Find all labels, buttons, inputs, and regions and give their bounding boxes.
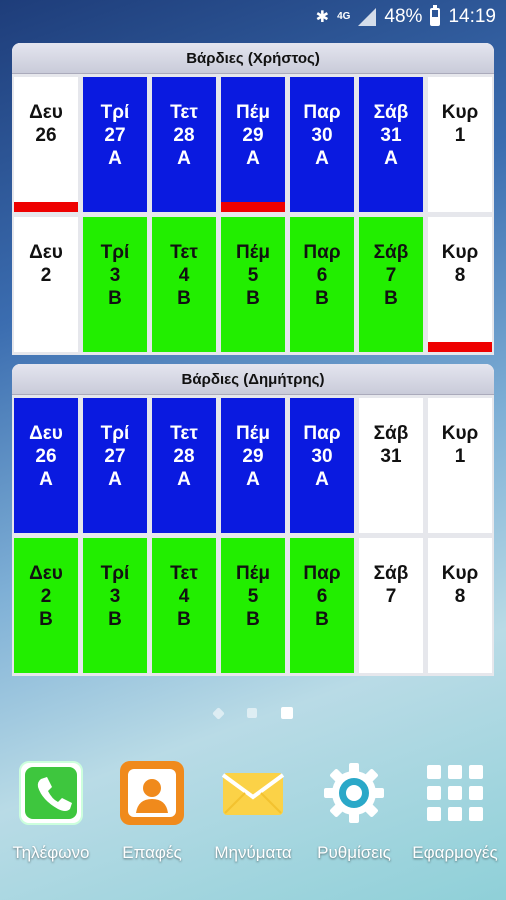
- day-cell[interactable]: [152, 217, 216, 352]
- shift-code: B: [246, 288, 260, 309]
- day-number: 27: [104, 446, 126, 467]
- day-cell[interactable]: [83, 538, 147, 673]
- day-cell[interactable]: [221, 538, 285, 673]
- shift-code: B: [315, 609, 329, 630]
- day-number: 26: [35, 446, 57, 467]
- day-marker: [428, 342, 492, 352]
- shift-code: A: [384, 148, 398, 169]
- day-number: 29: [242, 446, 264, 467]
- day-name: Δευ: [29, 563, 63, 584]
- day-number: 1: [454, 125, 466, 146]
- messages-icon[interactable]: [221, 761, 285, 825]
- app-label: Μηνύματα: [214, 843, 292, 862]
- day-name: Τρί: [100, 102, 130, 123]
- shift-code: B: [246, 609, 260, 630]
- day-number: 30: [311, 125, 333, 146]
- day-cell[interactable]: [359, 538, 423, 673]
- day-cell[interactable]: [359, 217, 423, 352]
- day-number: 1: [454, 446, 466, 467]
- day-cell[interactable]: [428, 77, 492, 212]
- day-cell[interactable]: [152, 538, 216, 673]
- day-number: 27: [104, 125, 126, 146]
- day-cell[interactable]: [152, 77, 216, 212]
- day-cell[interactable]: [83, 398, 147, 533]
- app-label: Εφαρμογές: [412, 843, 498, 862]
- day-cell[interactable]: [152, 398, 216, 533]
- day-name: Τρί: [100, 563, 130, 584]
- network-type: 4G: [337, 11, 351, 22]
- day-cell[interactable]: [290, 217, 354, 352]
- day-number: 2: [40, 586, 52, 607]
- day-number: 6: [316, 586, 328, 607]
- day-name: Τετ: [170, 563, 198, 584]
- shift-code: A: [246, 148, 260, 169]
- day-name: Τετ: [170, 423, 198, 444]
- day-number: 31: [380, 446, 402, 467]
- day-name: Κυρ: [441, 242, 479, 263]
- shift-code: B: [177, 609, 191, 630]
- calendar-grid: [12, 395, 494, 676]
- day-number: 4: [178, 265, 190, 286]
- settings-icon[interactable]: [322, 761, 386, 825]
- shift-code: B: [39, 609, 53, 630]
- day-name: Τετ: [170, 102, 198, 123]
- phone-icon[interactable]: [19, 761, 83, 825]
- day-number: 2: [40, 265, 52, 286]
- shift-code: A: [315, 148, 329, 169]
- apps-drawer[interactable]: [405, 755, 505, 863]
- day-name: Τρί: [100, 242, 130, 263]
- day-number: 5: [247, 265, 259, 286]
- settings-app[interactable]: [304, 755, 404, 863]
- messages-app[interactable]: [203, 755, 303, 863]
- day-name: Παρ: [303, 242, 341, 263]
- day-name: Πέμ: [236, 563, 270, 584]
- battery-percent: 48%: [384, 6, 423, 27]
- day-number: 8: [454, 265, 466, 286]
- status-icons: [316, 6, 496, 28]
- app-label: Επαφές: [122, 843, 182, 862]
- day-cell[interactable]: [221, 217, 285, 352]
- day-number: 5: [247, 586, 259, 607]
- day-cell[interactable]: [359, 77, 423, 212]
- day-name: Παρ: [303, 423, 341, 444]
- day-name: Κυρ: [441, 102, 479, 123]
- day-number: 4: [178, 586, 190, 607]
- day-cell[interactable]: [14, 77, 78, 212]
- battery-icon: [430, 8, 440, 26]
- day-number: 6: [316, 265, 328, 286]
- day-name: Πέμ: [236, 423, 270, 444]
- day-cell[interactable]: [221, 398, 285, 533]
- phone-app[interactable]: [1, 755, 101, 863]
- day-name: Κυρ: [441, 423, 479, 444]
- day-name: Τρί: [100, 423, 130, 444]
- day-number: 8: [454, 586, 466, 607]
- home-page-dot[interactable]: [212, 707, 225, 720]
- day-marker: [221, 202, 285, 212]
- day-name: Δευ: [29, 423, 63, 444]
- contacts-icon[interactable]: [120, 761, 184, 825]
- shift-code: A: [108, 469, 122, 490]
- day-number: 3: [109, 586, 121, 607]
- day-number: 31: [380, 125, 402, 146]
- day-name: Δευ: [29, 242, 63, 263]
- shift-code: A: [39, 469, 53, 490]
- day-cell[interactable]: [221, 77, 285, 212]
- widget-title[interactable]: Βάρδιες (Δημήτρης): [12, 364, 494, 395]
- day-name: Παρ: [303, 102, 341, 123]
- day-name: Σάβ: [373, 423, 409, 444]
- shift-code: B: [384, 288, 398, 309]
- bluetooth-icon: ✱: [315, 9, 330, 26]
- day-cell[interactable]: [14, 398, 78, 533]
- day-number: 7: [385, 265, 397, 286]
- shift-code: B: [108, 288, 122, 309]
- day-cell[interactable]: [83, 217, 147, 352]
- day-name: Πέμ: [236, 102, 270, 123]
- day-cell[interactable]: [83, 77, 147, 212]
- day-cell[interactable]: [359, 398, 423, 533]
- day-cell[interactable]: [428, 217, 492, 352]
- day-name: Σάβ: [373, 242, 409, 263]
- widget-title[interactable]: Βάρδιες (Χρήστος): [12, 43, 494, 74]
- page-dot[interactable]: [247, 708, 257, 718]
- shift-code: B: [177, 288, 191, 309]
- shift-code: A: [246, 469, 260, 490]
- calendar-grid: [12, 74, 494, 355]
- signal-icon: [358, 8, 376, 26]
- page-indicator: [0, 707, 506, 719]
- contacts-app[interactable]: [102, 755, 202, 863]
- page-dot-active[interactable]: [281, 707, 293, 719]
- day-number: 26: [35, 125, 57, 146]
- day-name: Τετ: [170, 242, 198, 263]
- day-name: Κυρ: [441, 563, 479, 584]
- app-dock: [0, 755, 506, 875]
- shift-code: B: [315, 288, 329, 309]
- status-bar: [0, 0, 506, 34]
- shift-code: A: [177, 148, 191, 169]
- shift-code: A: [315, 469, 329, 490]
- shift-code: B: [108, 609, 122, 630]
- day-cell[interactable]: [428, 538, 492, 673]
- day-cell[interactable]: [14, 538, 78, 673]
- app-label: Ρυθμίσεις: [317, 843, 391, 862]
- day-cell[interactable]: [428, 398, 492, 533]
- day-number: 28: [173, 446, 195, 467]
- apps-grid-icon[interactable]: [423, 761, 487, 825]
- day-marker: [14, 202, 78, 212]
- shift-code: A: [108, 148, 122, 169]
- day-cell[interactable]: [14, 217, 78, 352]
- day-name: Σάβ: [373, 563, 409, 584]
- day-number: 30: [311, 446, 333, 467]
- day-cell[interactable]: [290, 538, 354, 673]
- day-number: 28: [173, 125, 195, 146]
- shift-widget-christos[interactable]: [12, 43, 494, 355]
- day-name: Δευ: [29, 102, 63, 123]
- day-number: 29: [242, 125, 264, 146]
- day-name: Πέμ: [236, 242, 270, 263]
- day-number: 7: [385, 586, 397, 607]
- day-number: 3: [109, 265, 121, 286]
- day-name: Παρ: [303, 563, 341, 584]
- shift-code: A: [177, 469, 191, 490]
- day-cell[interactable]: [290, 77, 354, 212]
- day-cell[interactable]: [290, 398, 354, 533]
- app-label: Τηλέφωνο: [12, 843, 90, 862]
- day-name: Σάβ: [373, 102, 409, 123]
- shift-widget-dimitris[interactable]: [12, 364, 494, 676]
- clock: 14:19: [448, 6, 496, 27]
